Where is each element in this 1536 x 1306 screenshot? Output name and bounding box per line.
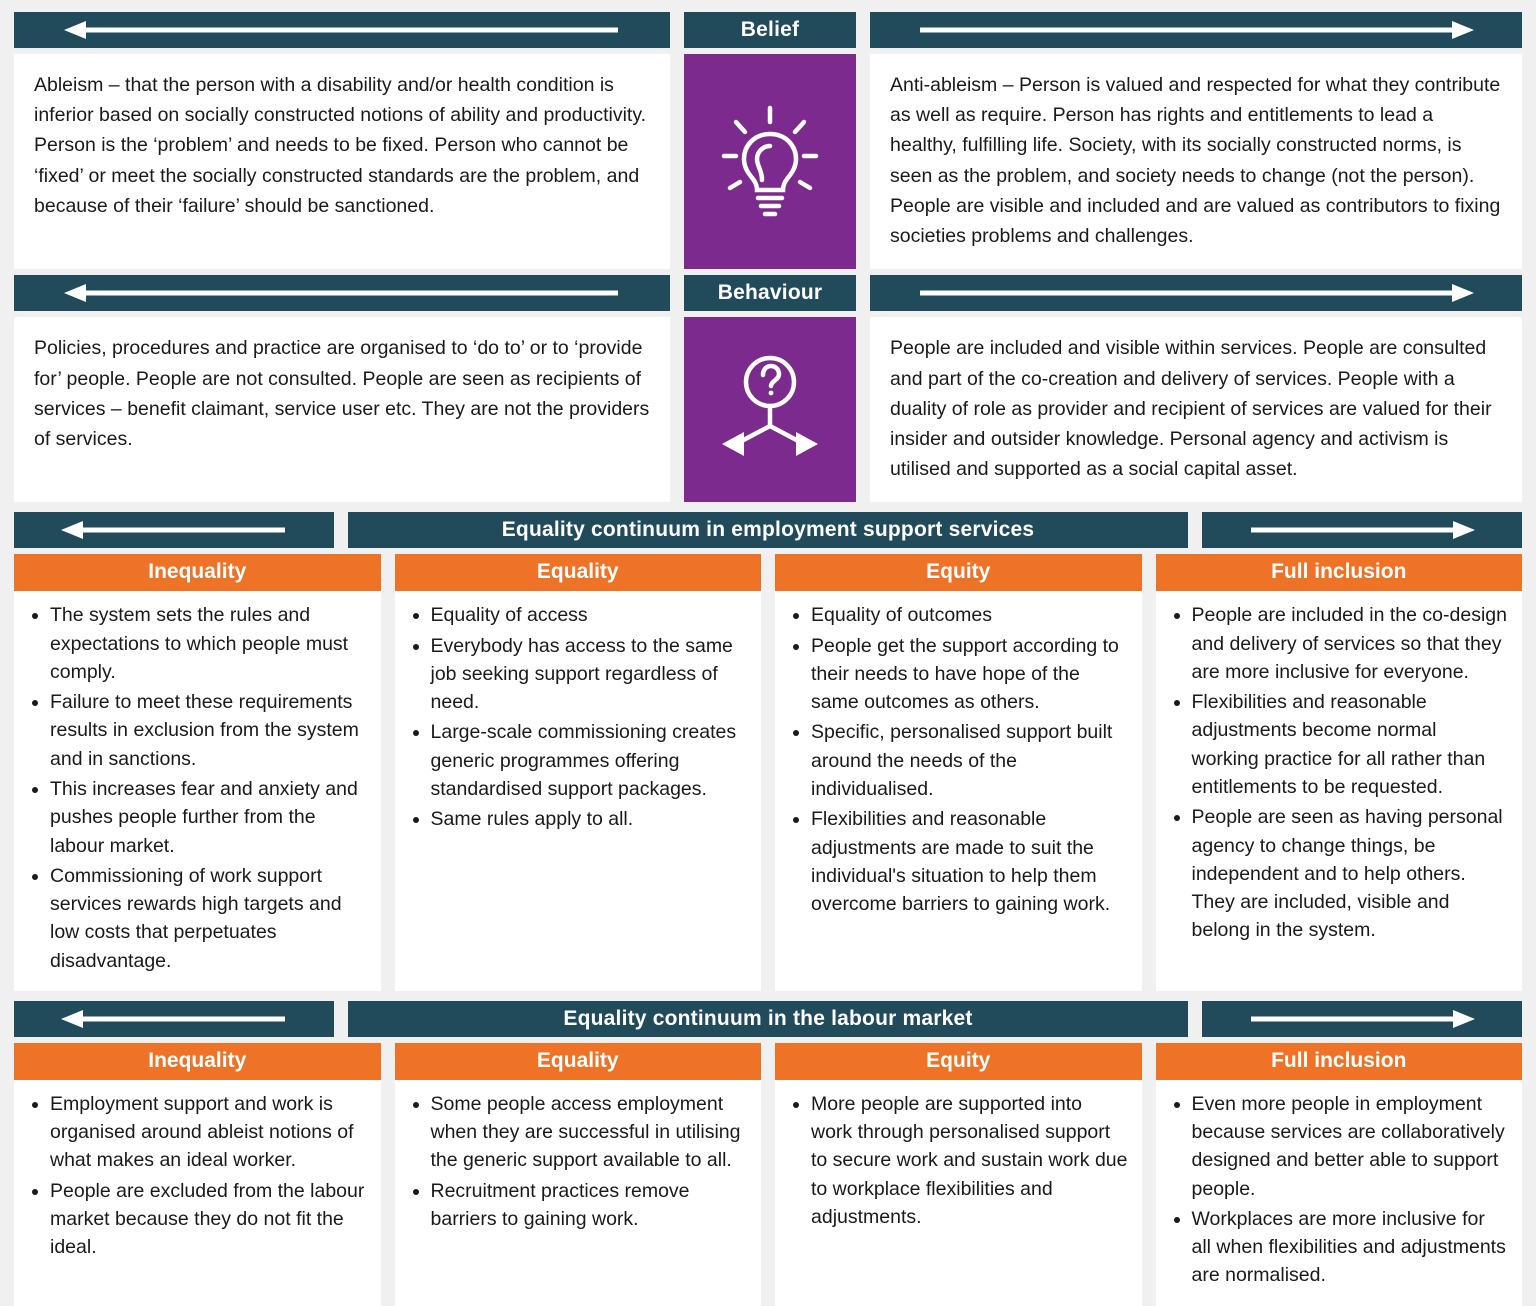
column-body: [1156, 1080, 1523, 1306]
column-body: [1156, 591, 1523, 990]
column-title: Inequality: [14, 554, 381, 591]
column-title: Equity: [775, 554, 1142, 591]
list-item: • More people are supported into work through personalised support to secure work and sustain work due to workplace flexibilities and adjustments.: [811, 1090, 1128, 1231]
list-item: • Equality of outcomes: [811, 601, 1128, 629]
column-title: Full inclusion: [1156, 554, 1523, 591]
belief-left-text: Ableism – that the person with a disability and/or health condition is inferior based on socially constructed notions of ability and productivity. Person is the ‘problem’ and needs to be fixed. Person who cannot be ‘fixed’ or meet the socially constructed standards are the problem, and because of their ‘failure’ should be sanctioned.: [34, 74, 647, 217]
column-list: [1166, 1090, 1509, 1290]
behaviour-icon-wrap: [684, 317, 856, 502]
belief-right-arrow-bar: [870, 12, 1522, 48]
employment-column-inequality: [14, 554, 381, 990]
list-item: • People are seen as having personal agency to change things, be independent and to help others. They are included, visible and belong in the system.: [1192, 803, 1509, 944]
column-list: [405, 1090, 748, 1233]
column-body: [775, 1080, 1142, 1306]
list-item: • Flexibilities and reasonable adjustments are made to suit the individual's situation to help them overcome barriers to gaining work.: [811, 805, 1128, 918]
list-item: • Specific, personalised support built around the needs of the individualised.: [811, 718, 1128, 803]
list-item: • People get the support according to their needs to have hope of the same outcomes as others.: [811, 632, 1128, 717]
arrow-left-icon: [62, 284, 622, 302]
column-list: [24, 601, 367, 974]
labour-continuum-title: Equality continuum in the labour market: [348, 1001, 1188, 1037]
column-list: [24, 1090, 367, 1262]
list-item: • People are included in the co-design and delivery of services so that they are more inclusive for everyone.: [1192, 601, 1509, 686]
column-list: [785, 1090, 1128, 1231]
labour-column-inequality: [14, 1043, 381, 1306]
arrow-left-icon: [62, 21, 622, 39]
behaviour-label: Behaviour: [684, 275, 856, 311]
behaviour-icon-box: [684, 317, 856, 502]
list-item: • Everybody has access to the same job seeking support regardless of need.: [431, 632, 748, 717]
column-title: Full inclusion: [1156, 1043, 1523, 1080]
column-title: Inequality: [14, 1043, 381, 1080]
employment-column-equality: [395, 554, 762, 990]
list-item: • Commissioning of work support services rewards high targets and low costs that perpetuates disadvantage.: [50, 862, 367, 975]
behaviour-left-text: Policies, procedures and practice are organised to ‘do to’ or to ‘provide for’ people. People are not consulted. People are seen as recipients of services – benefit claimant, service user etc. They are not the providers of services.: [34, 337, 650, 450]
column-body: [395, 591, 762, 990]
list-item: • Equality of access: [431, 601, 748, 629]
list-item: • People are excluded from the labour market because they do not fit the ideal.: [50, 1177, 367, 1262]
behaviour-right-panel: [870, 317, 1522, 502]
employment-continuum-columns: [14, 554, 1522, 990]
employment-column-full-inclusion: [1156, 554, 1523, 990]
employment-right-arrow-bar: [1202, 512, 1522, 548]
belief-left-panel-wrap: [14, 54, 670, 269]
belief-icon-wrap: [684, 54, 856, 269]
labour-column-full-inclusion: [1156, 1043, 1523, 1306]
column-body: [14, 591, 381, 990]
belief-right-panel: [870, 54, 1522, 269]
employment-left-arrow-bar: [14, 512, 334, 548]
list-item: • Flexibilities and reasonable adjustments become normal working practice for all rather than entitlements to be requested.: [1192, 688, 1509, 801]
arrow-left-icon: [59, 1010, 289, 1028]
list-item: • Large-scale commissioning creates generic programmes offering standardised support packages.: [431, 718, 748, 803]
behaviour-content-row: [14, 317, 1522, 502]
column-list: [405, 601, 748, 833]
column-body: [14, 1080, 381, 1306]
behaviour-left-panel-wrap: [14, 317, 670, 502]
column-body: [775, 591, 1142, 990]
belief-right-panel-wrap: [870, 54, 1522, 269]
lightbulb-icon: [718, 104, 822, 220]
list-item: • Even more people in employment because services are collaboratively designed and better able to support people.: [1192, 1090, 1509, 1203]
behaviour-right-panel-wrap: [870, 317, 1522, 502]
column-title: Equity: [775, 1043, 1142, 1080]
belief-left-arrow-bar: [14, 12, 670, 48]
behaviour-right-text: People are included and visible within services. People are consulted and part of the co-creation and delivery of services. People with a duality of role as provider and recipient of services are valued for their insider and outsider knowledge. Personal agency and activism is utilised and supported as a social capital asset.: [890, 337, 1492, 481]
list-item: • Recruitment practices remove barriers to gaining work.: [431, 1177, 748, 1234]
list-item: • Employment support and work is organised around ableist notions of what makes an ideal worker.: [50, 1090, 367, 1175]
behaviour-header-row: [14, 275, 1522, 311]
person-crossroads-icon: [714, 352, 826, 468]
labour-column-equity: [775, 1043, 1142, 1306]
column-title: Equality: [395, 1043, 762, 1080]
list-item: • Same rules apply to all.: [431, 805, 748, 833]
belief-right-text: Anti-ableism – Person is valued and respected for what they contribute as well as require. Person has rights and entitlements to lead a healthy, fulfilling life. Society, with its socially constructed norms, is seen as the problem, and society needs to change (not the person). People are visible and included and are valued as contributors to fixing societies problems and challenges.: [890, 74, 1501, 248]
employment-continuum-header: [14, 512, 1522, 548]
column-body: [395, 1080, 762, 1306]
arrow-right-icon: [1247, 1010, 1477, 1028]
column-title: Equality: [395, 554, 762, 591]
list-item: • Failure to meet these requirements results in exclusion from the system and in sanctions.: [50, 688, 367, 773]
employment-column-equity: [775, 554, 1142, 990]
belief-header-row: [14, 12, 1522, 48]
column-list: [1166, 601, 1509, 944]
arrow-right-icon: [916, 21, 1476, 39]
labour-left-arrow-bar: [14, 1001, 334, 1037]
labour-right-arrow-bar: [1202, 1001, 1522, 1037]
list-item: • This increases fear and anxiety and pushes people further from the labour market.: [50, 775, 367, 860]
labour-column-equality: [395, 1043, 762, 1306]
belief-left-panel: [14, 54, 670, 269]
labour-continuum-columns: [14, 1043, 1522, 1306]
arrow-right-icon: [916, 284, 1476, 302]
behaviour-left-arrow-bar: [14, 275, 670, 311]
arrow-left-icon: [59, 521, 289, 539]
behaviour-left-panel: [14, 317, 670, 502]
belief-content-row: [14, 54, 1522, 269]
labour-continuum-header: [14, 1001, 1522, 1037]
list-item: • Some people access employment when they are successful in utilising the generic support available to all.: [431, 1090, 748, 1175]
list-item: • The system sets the rules and expectations to which people must comply.: [50, 601, 367, 686]
behaviour-right-arrow-bar: [870, 275, 1522, 311]
column-list: [785, 601, 1128, 918]
belief-label: Belief: [684, 12, 856, 48]
list-item: • Workplaces are more inclusive for all when flexibilities and adjustments are normalised.: [1192, 1205, 1509, 1290]
arrow-right-icon: [1247, 521, 1477, 539]
belief-icon-box: [684, 54, 856, 269]
employment-continuum-title: Equality continuum in employment support services: [348, 512, 1188, 548]
